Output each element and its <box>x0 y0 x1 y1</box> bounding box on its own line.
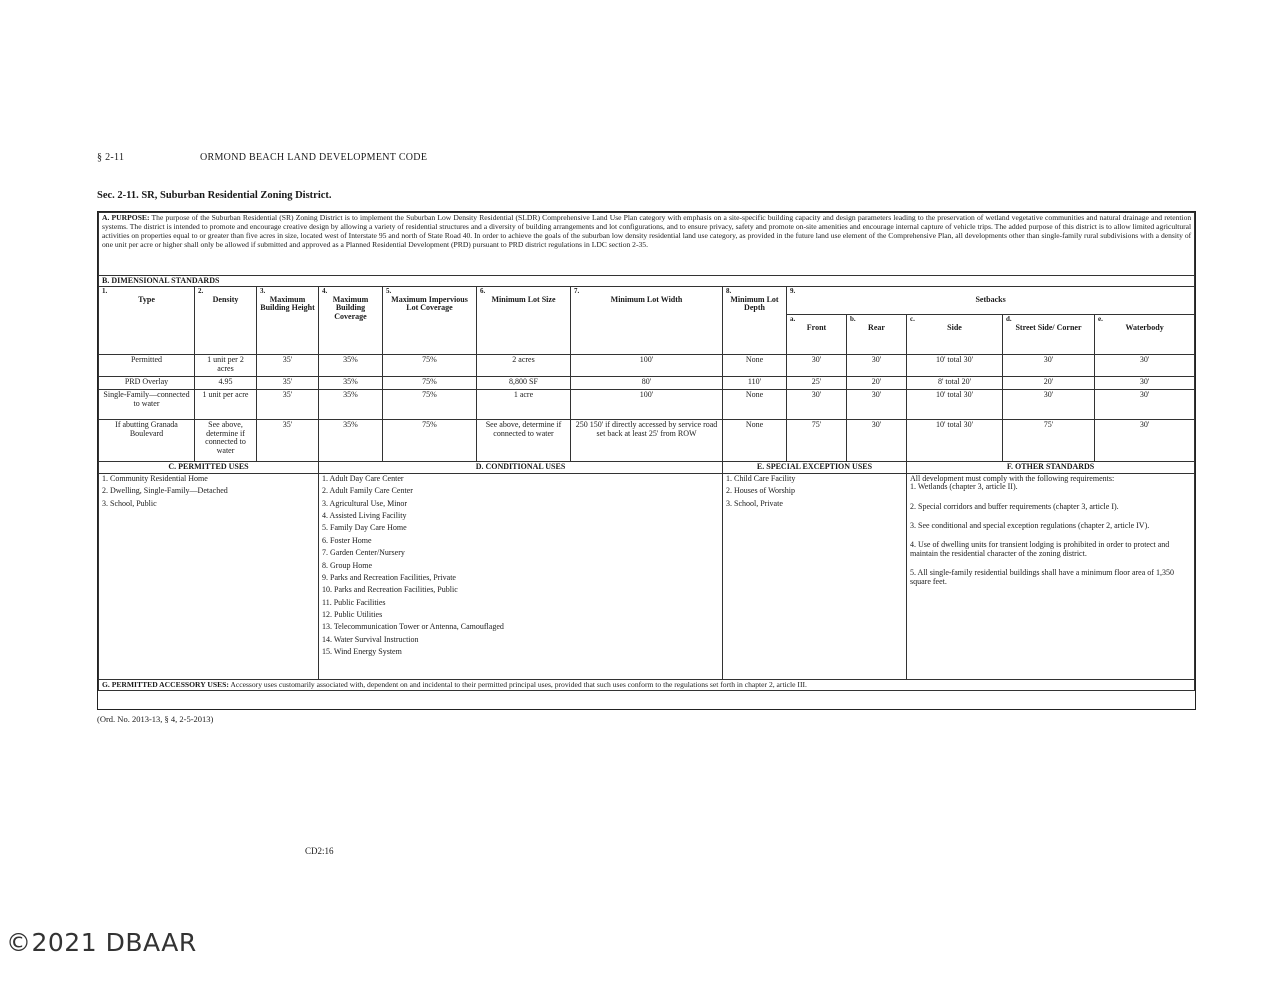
cell-density: See above, determine if connected to water <box>195 420 257 462</box>
permitted-uses-header: C. PERMITTED USES <box>99 462 319 473</box>
cell-impervious: 75% <box>383 390 477 420</box>
setback-front-header: a. Front <box>787 315 847 355</box>
cell-rear: 30' <box>847 420 907 462</box>
special-exception-header: E. SPECIAL EXCEPTION USES <box>723 462 907 473</box>
section-title: Sec. 2-11. SR, Suburban Residential Zoning District. <box>97 190 332 201</box>
cell-density: 1 unit per 2 acres <box>195 355 257 377</box>
cell-impervious: 75% <box>383 355 477 377</box>
cell-side: 10' total 30' <box>907 355 1003 377</box>
other-standards-cell <box>907 473 1195 679</box>
cell-type: Single-Family—connected to water <box>99 390 195 420</box>
cell-front: 30' <box>787 355 847 377</box>
ordinance-note: (Ord. No. 2013-13, § 4, 2-5-2013) <box>97 714 214 724</box>
setback-street-header: d. Street Side/ Corner <box>1003 315 1095 355</box>
list-item: 3. See conditional and special exception regulations (chapter 2, article IV). <box>910 520 1150 530</box>
setbacks-header: 9. Setbacks <box>787 287 1195 315</box>
list-item: 14. Water Survival Instruction <box>322 634 419 644</box>
cell-height: 35' <box>257 420 319 462</box>
page-header <box>97 152 428 163</box>
cell-front: 75' <box>787 420 847 462</box>
purpose-label: A. PURPOSE: <box>102 213 150 222</box>
col-lot-size-header: 6. Minimum Lot Size <box>477 287 571 355</box>
cell-coverage: 35% <box>319 390 383 420</box>
col-height-header: 3. Maximum Building Height <box>257 287 319 355</box>
cell-lot-size: 8,800 SF <box>477 377 571 390</box>
list-item: 2. Special corridors and buffer requirements (chapter 3, article I). <box>910 501 1119 511</box>
cell-height: 35' <box>257 377 319 390</box>
cell-lot-width: 250 150' if directly accessed by service road set back at least 25' from ROW <box>571 420 723 462</box>
list-item: 4. Use of dwelling units for transient lodging is prohibited in order to protect and maintain the residential character of the zoning district. <box>910 540 1170 558</box>
list-item: 3. Agricultural Use, Minor <box>322 498 408 508</box>
cell-rear: 30' <box>847 355 907 377</box>
cell-impervious: 75% <box>383 420 477 462</box>
cell-street: 30' <box>1003 390 1095 420</box>
list-item: 7. Garden Center/Nursery <box>322 548 405 558</box>
cell-lot-depth: None <box>723 355 787 377</box>
cell-street: 30' <box>1003 355 1095 377</box>
list-item: 4. Assisted Living Facility <box>322 510 407 520</box>
list-item: 15. Wind Energy System <box>322 647 402 657</box>
cell-coverage: 35% <box>319 377 383 390</box>
dimensional-label: B. DIMENSIONAL STANDARDS <box>99 276 1195 287</box>
col-coverage-header: 4. Maximum Building Coverage <box>319 287 383 355</box>
setback-waterbody-header: e. Waterbody <box>1095 315 1195 355</box>
cell-front: 25' <box>787 377 847 390</box>
cell-water: 30' <box>1095 420 1195 462</box>
conditional-uses-cell <box>319 473 723 679</box>
cell-type: If abutting Granada Boulevard <box>99 420 195 462</box>
uses-row <box>99 473 1195 679</box>
cell-type: PRD Overlay <box>99 377 195 390</box>
col-impervious-header: 5. Maximum Impervious Lot Coverage <box>383 287 477 355</box>
zoning-table <box>98 212 1195 691</box>
accessory-uses-text: Accessory uses customarily associated with, dependent on and incidental to their permitted principal uses, provided that such uses conform to the regulations set forth in chapter 2, article III. <box>230 679 807 689</box>
cell-type: Permitted <box>99 355 195 377</box>
cell-lot-size: See above, determine if connected to water <box>477 420 571 462</box>
cell-water: 30' <box>1095 390 1195 420</box>
table-row <box>99 377 1195 390</box>
setback-rear-header: b. Rear <box>847 315 907 355</box>
cell-height: 35' <box>257 390 319 420</box>
list-item: 13. Telecommunication Tower or Antenna, Camouflaged <box>322 622 504 632</box>
list-item: 6. Foster Home <box>322 535 372 545</box>
permitted-uses-list <box>102 475 315 508</box>
list-item: 3. School, Public <box>102 498 157 508</box>
list-item: 12. Public Utilities <box>322 610 383 620</box>
other-standards-intro: All development must comply with the following requirements: <box>910 473 1115 483</box>
list-item: 5. All single-family residential buildings shall have a minimum floor area of 1,350 square feet. <box>910 568 1174 586</box>
cell-side: 8' total 20' <box>907 377 1003 390</box>
list-item: 3. School, Private <box>726 498 783 508</box>
cell-lot-width: 80' <box>571 377 723 390</box>
cell-density: 1 unit per acre <box>195 390 257 420</box>
cell-street: 20' <box>1003 377 1095 390</box>
cell-lot-size: 2 acres <box>477 355 571 377</box>
dimensional-header-row <box>99 287 1195 315</box>
list-item: 1. Community Residential Home <box>102 473 208 483</box>
col-lot-width-header: 7. Minimum Lot Width <box>571 287 723 355</box>
cell-water: 30' <box>1095 355 1195 377</box>
permitted-uses-cell <box>99 473 319 679</box>
list-item: 8. Group Home <box>322 560 372 570</box>
list-item: 9. Parks and Recreation Facilities, Private <box>322 572 456 582</box>
zoning-table-frame <box>97 211 1196 710</box>
cell-water: 30' <box>1095 377 1195 390</box>
cell-street: 75' <box>1003 420 1095 462</box>
list-item: 2. Houses of Worship <box>726 486 795 496</box>
cell-coverage: 35% <box>319 420 383 462</box>
accessory-uses-row <box>99 679 1195 690</box>
table-row <box>99 390 1195 420</box>
code-title: ORMOND BEACH LAND DEVELOPMENT CODE <box>200 152 428 163</box>
page-number: CD2:16 <box>305 846 334 856</box>
cell-lot-depth: None <box>723 420 787 462</box>
list-item: 5. Family Day Care Home <box>322 523 407 533</box>
purpose-row <box>99 213 1195 276</box>
dimensional-label-row <box>99 276 1195 287</box>
section-reference: § 2-11 <box>97 152 125 163</box>
list-item: 1. Adult Day Care Center <box>322 473 404 483</box>
uses-header-row <box>99 462 1195 473</box>
list-item: 1. Child Care Facility <box>726 473 796 483</box>
list-item: 1. Wetlands (chapter 3, article II). <box>910 482 1018 492</box>
cell-coverage: 35% <box>319 355 383 377</box>
cell-density: 4.95 <box>195 377 257 390</box>
cell-front: 30' <box>787 390 847 420</box>
purpose-cell <box>99 213 1195 276</box>
copyright-watermark: ©2021 DBAAR <box>6 928 197 957</box>
other-standards-header: F. OTHER STANDARDS <box>907 462 1195 473</box>
special-exception-cell <box>723 473 907 679</box>
cell-height: 35' <box>257 355 319 377</box>
cell-rear: 20' <box>847 377 907 390</box>
col-lot-depth-header: 8. Minimum Lot Depth <box>723 287 787 355</box>
table-row <box>99 355 1195 377</box>
cell-lot-width: 100' <box>571 355 723 377</box>
cell-impervious: 75% <box>383 377 477 390</box>
list-item: 2. Adult Family Care Center <box>322 486 413 496</box>
cell-rear: 30' <box>847 390 907 420</box>
table-row <box>99 420 1195 462</box>
list-item: 10. Parks and Recreation Facilities, Public <box>322 585 458 595</box>
cell-lot-depth: None <box>723 390 787 420</box>
setback-side-header: c. Side <box>907 315 1003 355</box>
accessory-uses-label: G. PERMITTED ACCESSORY USES: <box>102 679 229 689</box>
special-exception-list <box>726 475 903 508</box>
accessory-uses-cell <box>99 679 1195 690</box>
conditional-uses-header: D. CONDITIONAL USES <box>319 462 723 473</box>
cell-lot-width: 100' <box>571 390 723 420</box>
other-standards-list <box>910 483 1191 586</box>
list-item: 11. Public Facilities <box>322 597 386 607</box>
list-item: 2. Dwelling, Single-Family—Detached <box>102 486 228 496</box>
conditional-uses-list <box>322 475 719 657</box>
cell-lot-size: 1 acre <box>477 390 571 420</box>
col-density-header: 2. Density <box>195 287 257 355</box>
purpose-text: The purpose of the Suburban Residential (SR) Zoning District is to implement the Suburban Low Density Residential (SLDR) Comprehensive Land Use Plan category with emphasis on a site-specific building capacity and design parameters leading to the preservation of wetland vegetative communities and natural drainage and retention systems. The district is intended to promote and encourage creative design by allowing a variety of residential structures and a diversity of building arrangements and lot configurations, and to ensure privacy, safety and promote on-site amenities and encourage internal capture of vehicle trips. The added purpose of this district is to allow limited agricultural activities on properties equal to or greater than five acres in size, located west of Interstate 95 and north of State Road 40. In order to achieve the goals of the suburban low density residential land use category, as provided in the future land use element of the Comprehensive Plan, all developments other than single-family rural subdivisions with a density of one unit per acre or higher shall only be allowed if submitted and approved as a Planned Residential Development (PRD) pursuant to PRD district regulations in LDC section 2-35. <box>102 213 1192 249</box>
cell-side: 10' total 30' <box>907 420 1003 462</box>
cell-lot-depth: 110' <box>723 377 787 390</box>
col-type-header: 1. Type <box>99 287 195 355</box>
cell-side: 10' total 30' <box>907 390 1003 420</box>
